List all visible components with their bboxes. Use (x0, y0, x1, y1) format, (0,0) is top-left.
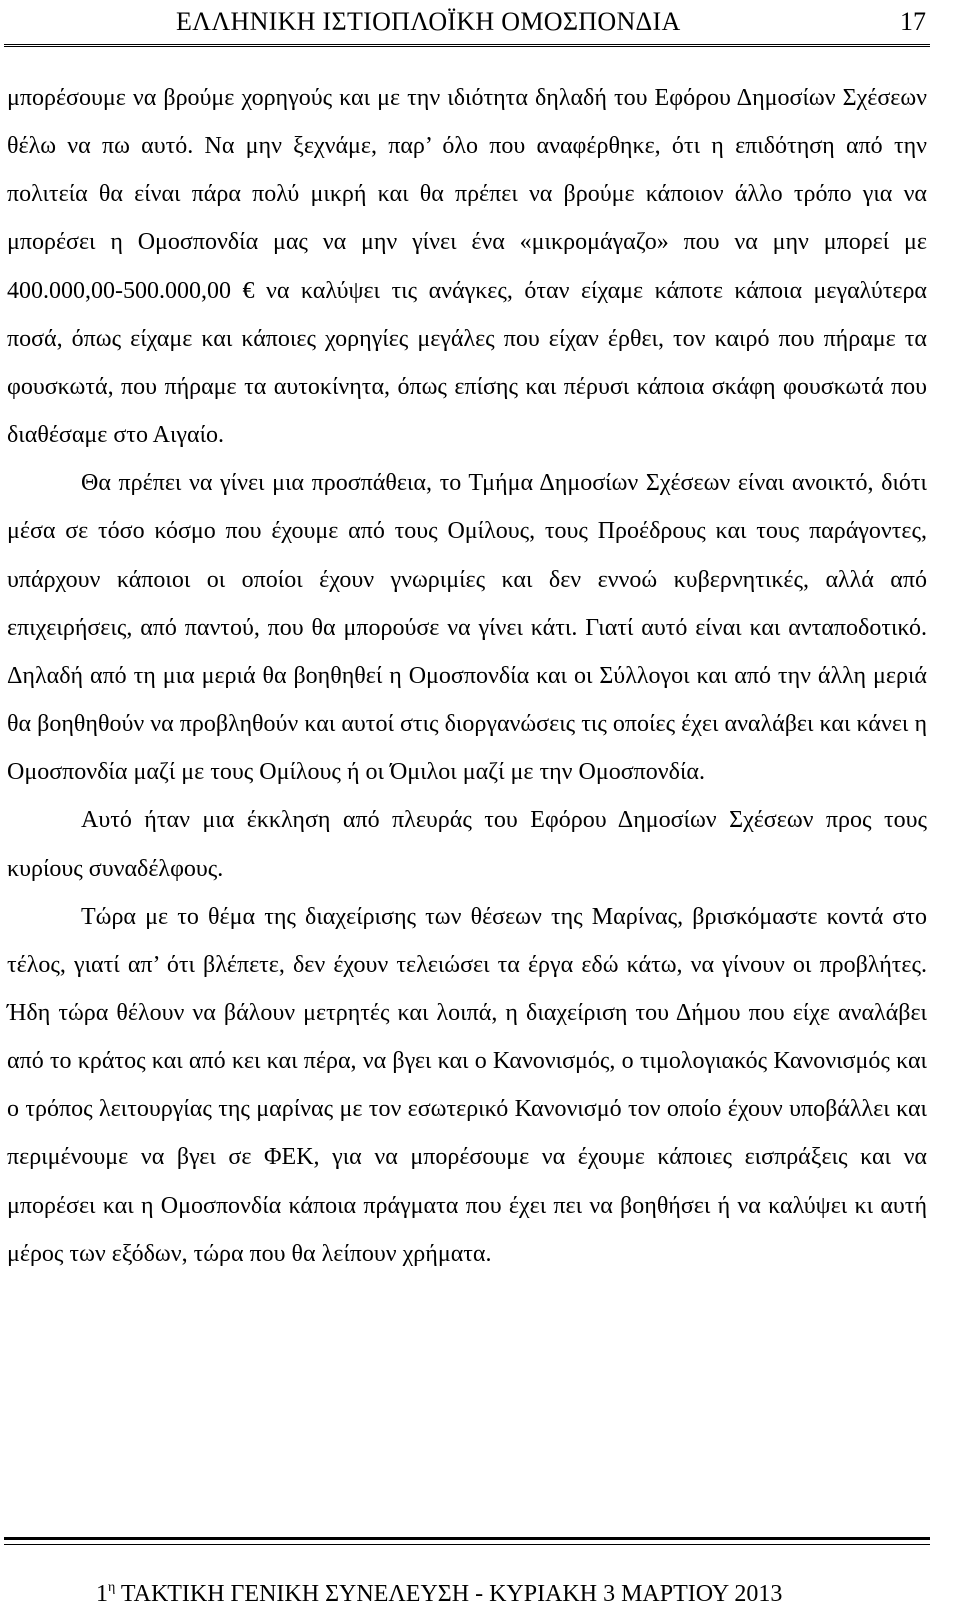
footer-divider (4, 1537, 930, 1545)
footer-meeting-title: ΤΑΚΤΙΚΗ ΓΕΝΙΚΗ ΣΥΝΕΛΕΥΣΗ - ΚΥΡΙΑΚΗ 3 ΜΑΡΤΙΟΥ 2013 (115, 1581, 783, 1607)
header-title: ΕΛΛΗΝΙΚΗ ΙΣΤΙΟΠΛΟΪΚΗ ΟΜΟΣΠΟΝΔΙΑ (176, 7, 681, 36)
page-number: 17 (900, 7, 926, 36)
page-footer (4, 1537, 930, 1619)
body-text (7, 74, 927, 1278)
paragraph: Τώρα με το θέμα της διαχείρισης των θέσεων της Μαρίνας, βρισκόμαστε κοντά στο τέλος, γιατί απ’ ότι βλέπετε, δεν έχουν τελειώσει τα έργα εδώ κάτω, να γίνουν οι προβλήτες. Ήδη τώρα θέλουν να βάλουν μετρητές και λοιπά, η διαχείριση του Δήμου που είχε αναλάβει από το κράτος και από κει και πέρα, να βγει και ο Κανονισμός, ο τιμολογιακός Κανονισμός και ο τρόπος λειτουργίας της μαρίνας με τον εσωτερικό Κανονισμό τον οποίο έχουν υποβάλλει και περιμένουμε να βγει σε ΦΕΚ, για να μπορέσουμε να έχουμε κάποιες εισπράξεις και να μπορέσει και η Ομοσπονδία κάποια πράγματα που έχει πει να βοηθήσει ή να καλύψει κι αυτή μέρος των εξόδων, τώρα που θα λείπουν χρήματα. (7, 903, 927, 1267)
paragraph: Θα πρέπει να γίνει μια προσπάθεια, το Τμήμα Δημοσίων Σχέσεων είναι ανοικτό, διότι μέσα σε τόσο κόσμο που έχουμε από τους Ομίλους, τους Προέδρους και τους παράγοντες, υπάρχουν κάποιοι οι οποίοι έχουν γνωριμίες και δεν εννοώ κυβερνητικές, αλλά από επιχειρήσεις, από παντού, που θα μπορούσε να γίνει κάτι. Γιατί αυτό είναι και ανταποδοτικό. Δηλαδή από τη μια μεριά θα βοηθηθεί η Ομοσπονδία και οι Σύλλογοι και από την άλλη μεριά θα βοηθηθούν να προβληθούν και αυτοί στις διοργανώσεις τις οποίες έχει αναλάβει και κάνει η Ομοσπονδία μαζί με τους Ομίλους ή οι Όμιλοι μαζί με την Ομοσπονδία. (7, 470, 927, 786)
paragraph-continued: μπορέσουμε να βρούμε χορηγούς και με την ιδιότητα δηλαδή του Εφόρου Δημοσίων Σχέσεων θέλω να πω αυτό. Να μην ξεχνάμε, παρ’ όλο που αναφέρθηκε, ότι η επιδότηση από την πολιτεία θα είναι πάρα πολύ μικρή και θα πρέπει να βρούμε κάποιον άλλο τρόπο για να μπορέσει η Ομοσπονδία μας να μην γίνει ένα «μικρομάγαζο» που να μην μπορεί με 400.000,00-500.000,00 € να καλύψει τις ανάγκες, όταν είχαμε κάποτε κάποια μεγαλύτερα ποσά, όπως είχαμε και κάποιες χορηγίες μεγάλες που είχαν έρθει, τον καιρό που πήραμε τα φουσκωτά, που πήραμε τα αυτοκίνητα, όπως επίσης και πέρυσι κάποια σκάφη φουσκωτά που διαθέσαμε στο Αιγαίο. (7, 85, 927, 449)
footer-ordinal: 1 (96, 1581, 108, 1607)
footer-ordinal-suffix: η (108, 1580, 116, 1595)
page-header (4, 4, 930, 47)
paragraph: Αυτό ήταν μια έκκληση από πλευράς του Εφόρου Δημοσίων Σχέσεων προς τους κυρίους συναδέλφους. (7, 807, 927, 882)
footer-text (96, 1579, 782, 1609)
